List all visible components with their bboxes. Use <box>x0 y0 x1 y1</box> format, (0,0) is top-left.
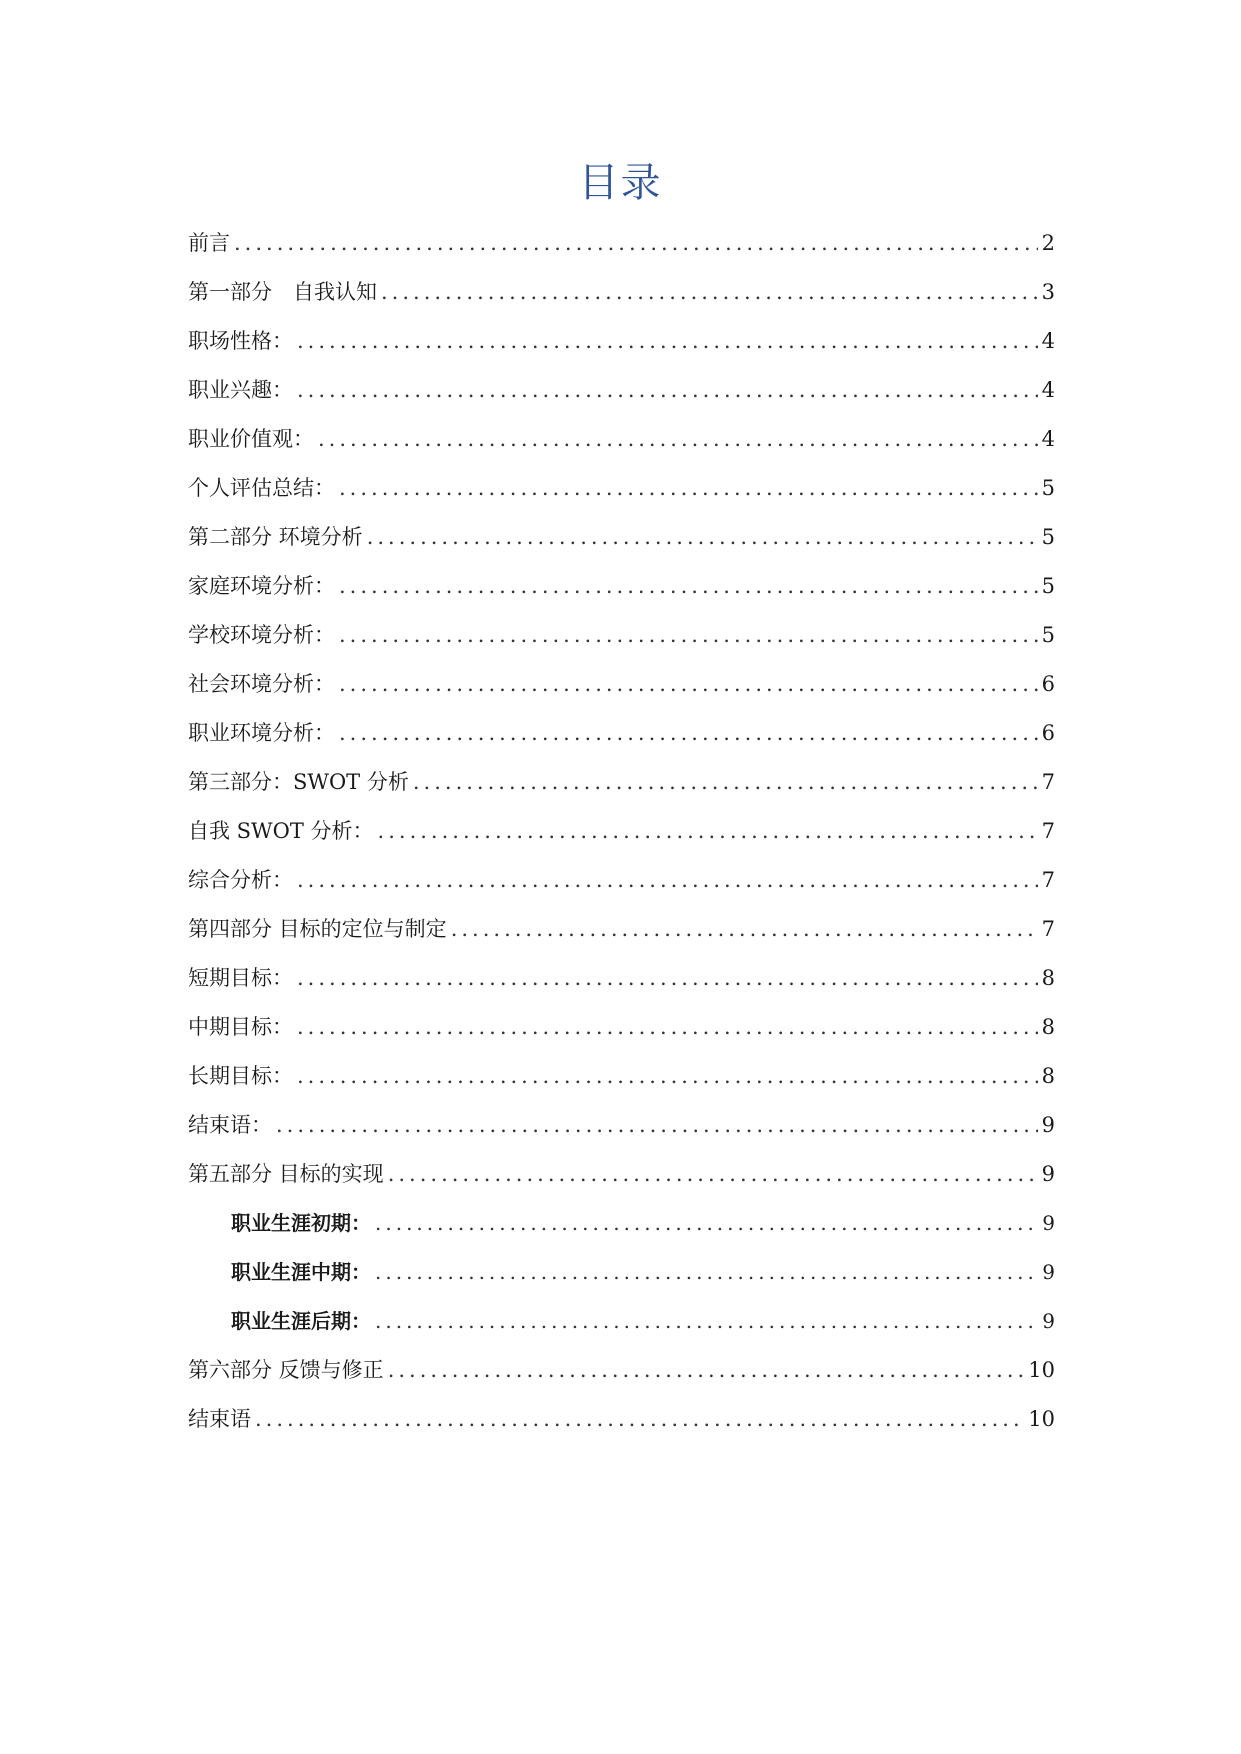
toc-entry-page: 8 <box>1041 1064 1055 1088</box>
toc-entry[interactable] <box>188 660 1055 709</box>
toc-entry-label: 职业生涯后期： <box>231 1309 371 1333</box>
toc-subentry[interactable] <box>188 1297 1055 1346</box>
toc-dot-leader <box>297 1052 1038 1101</box>
toc-entry[interactable] <box>188 758 1055 807</box>
toc-entry[interactable] <box>188 1346 1055 1395</box>
toc-dot-leader <box>339 660 1038 709</box>
toc-dot-leader <box>367 513 1038 562</box>
toc-entry-page: 8 <box>1041 966 1055 990</box>
toc-entry-label: 第一部分 自我认知 <box>188 280 377 304</box>
toc-entry-page: 4 <box>1041 427 1055 451</box>
toc-entry-label: 职业环境分析： <box>188 721 335 745</box>
toc-dot-leader <box>276 1101 1038 1150</box>
toc-dot-leader <box>297 856 1038 905</box>
toc-subentry[interactable] <box>188 1199 1055 1248</box>
toc-entry-label: 职场性格： <box>188 329 293 353</box>
toc-entry-page: 5 <box>1041 476 1055 500</box>
toc-dot-leader <box>375 1248 1038 1297</box>
toc-entry-label: 结束语 <box>188 1407 251 1431</box>
toc-entry-page: 10 <box>1028 1358 1055 1382</box>
toc-entry-label: 中期目标： <box>188 1015 293 1039</box>
toc-dot-leader <box>255 1395 1024 1444</box>
toc-dot-leader <box>413 758 1038 807</box>
toc-dot-leader <box>378 807 1038 856</box>
toc-entry-label: 综合分析： <box>188 868 293 892</box>
toc-dot-leader <box>388 1150 1038 1199</box>
toc-list <box>188 219 1055 1444</box>
toc-entry[interactable] <box>188 317 1055 366</box>
toc-entry[interactable] <box>188 219 1055 268</box>
toc-dot-leader <box>234 219 1038 268</box>
toc-entry-page: 6 <box>1041 672 1055 696</box>
toc-entry-page: 7 <box>1041 868 1055 892</box>
toc-entry[interactable] <box>188 611 1055 660</box>
toc-entry[interactable] <box>188 366 1055 415</box>
toc-entry-label: 个人评估总结： <box>188 476 335 500</box>
toc-entry-label: 职业生涯初期： <box>231 1211 371 1235</box>
toc-dot-leader <box>339 562 1038 611</box>
toc-entry-page: 5 <box>1041 525 1055 549</box>
toc-entry[interactable] <box>188 1101 1055 1150</box>
toc-dot-leader <box>375 1297 1038 1346</box>
toc-entry-page: 9 <box>1042 1211 1055 1235</box>
toc-entry-page: 10 <box>1028 1407 1055 1431</box>
toc-entry-label: 第六部分 反馈与修正 <box>188 1358 384 1382</box>
toc-title: 目录 <box>578 160 663 206</box>
toc-entry-page: 4 <box>1041 378 1055 402</box>
toc-entry-label: 结束语： <box>188 1113 272 1137</box>
toc-entry-label: 职业价值观： <box>188 427 314 451</box>
toc-entry[interactable] <box>188 1150 1055 1199</box>
toc-entry[interactable] <box>188 1395 1055 1444</box>
toc-entry-label: 学校环境分析： <box>188 623 335 647</box>
toc-entry-page: 7 <box>1041 770 1055 794</box>
toc-entry-label: 职业兴趣： <box>188 378 293 402</box>
toc-entry[interactable] <box>188 268 1055 317</box>
toc-entry[interactable] <box>188 513 1055 562</box>
toc-entry-page: 9 <box>1042 1309 1055 1333</box>
toc-entry-label: 第三部分：SWOT 分析 <box>188 770 409 794</box>
toc-entry-page: 5 <box>1041 574 1055 598</box>
toc-entry[interactable] <box>188 1003 1055 1052</box>
toc-dot-leader <box>339 611 1038 660</box>
toc-dot-leader <box>297 366 1038 415</box>
toc-entry-label: 第五部分 目标的实现 <box>188 1162 384 1186</box>
toc-entry-label: 职业生涯中期： <box>231 1260 371 1284</box>
toc-entry[interactable] <box>188 856 1055 905</box>
toc-entry-page: 5 <box>1041 623 1055 647</box>
toc-entry-label: 家庭环境分析： <box>188 574 335 598</box>
toc-entry-label: 短期目标： <box>188 966 293 990</box>
toc-entry-page: 9 <box>1041 1162 1055 1186</box>
toc-entry[interactable] <box>188 709 1055 758</box>
toc-dot-leader <box>339 709 1038 758</box>
toc-subentry[interactable] <box>188 1248 1055 1297</box>
toc-entry-page: 8 <box>1041 1015 1055 1039</box>
toc-entry[interactable] <box>188 562 1055 611</box>
toc-entry-page: 6 <box>1041 721 1055 745</box>
toc-dot-leader <box>297 317 1038 366</box>
toc-entry-page: 7 <box>1041 819 1055 843</box>
toc-entry-label: 自我 SWOT 分析： <box>188 819 374 843</box>
toc-entry[interactable] <box>188 464 1055 513</box>
toc-dot-leader <box>388 1346 1025 1395</box>
toc-entry[interactable] <box>188 415 1055 464</box>
toc-dot-leader <box>451 905 1038 954</box>
toc-entry-label: 长期目标： <box>188 1064 293 1088</box>
toc-dot-leader <box>297 1003 1038 1052</box>
toc-dot-leader <box>381 268 1038 317</box>
toc-dot-leader <box>375 1199 1038 1248</box>
toc-entry-page: 3 <box>1041 280 1055 304</box>
toc-entry[interactable] <box>188 1052 1055 1101</box>
toc-dot-leader <box>297 954 1038 1003</box>
toc-dot-leader <box>339 464 1038 513</box>
toc-entry-page: 2 <box>1041 231 1055 255</box>
toc-entry-page: 9 <box>1042 1260 1055 1284</box>
toc-entry[interactable] <box>188 954 1055 1003</box>
toc-entry-page: 7 <box>1041 917 1055 941</box>
toc-entry-label: 社会环境分析： <box>188 672 335 696</box>
toc-entry-label: 第二部分 环境分析 <box>188 525 363 549</box>
toc-entry[interactable] <box>188 905 1055 954</box>
toc-entry-page: 9 <box>1041 1113 1055 1137</box>
toc-entry-label: 前言 <box>188 231 230 255</box>
toc-dot-leader <box>318 415 1038 464</box>
toc-entry-page: 4 <box>1041 329 1055 353</box>
toc-entry-label: 第四部分 目标的定位与制定 <box>188 917 447 941</box>
toc-entry[interactable] <box>188 807 1055 856</box>
